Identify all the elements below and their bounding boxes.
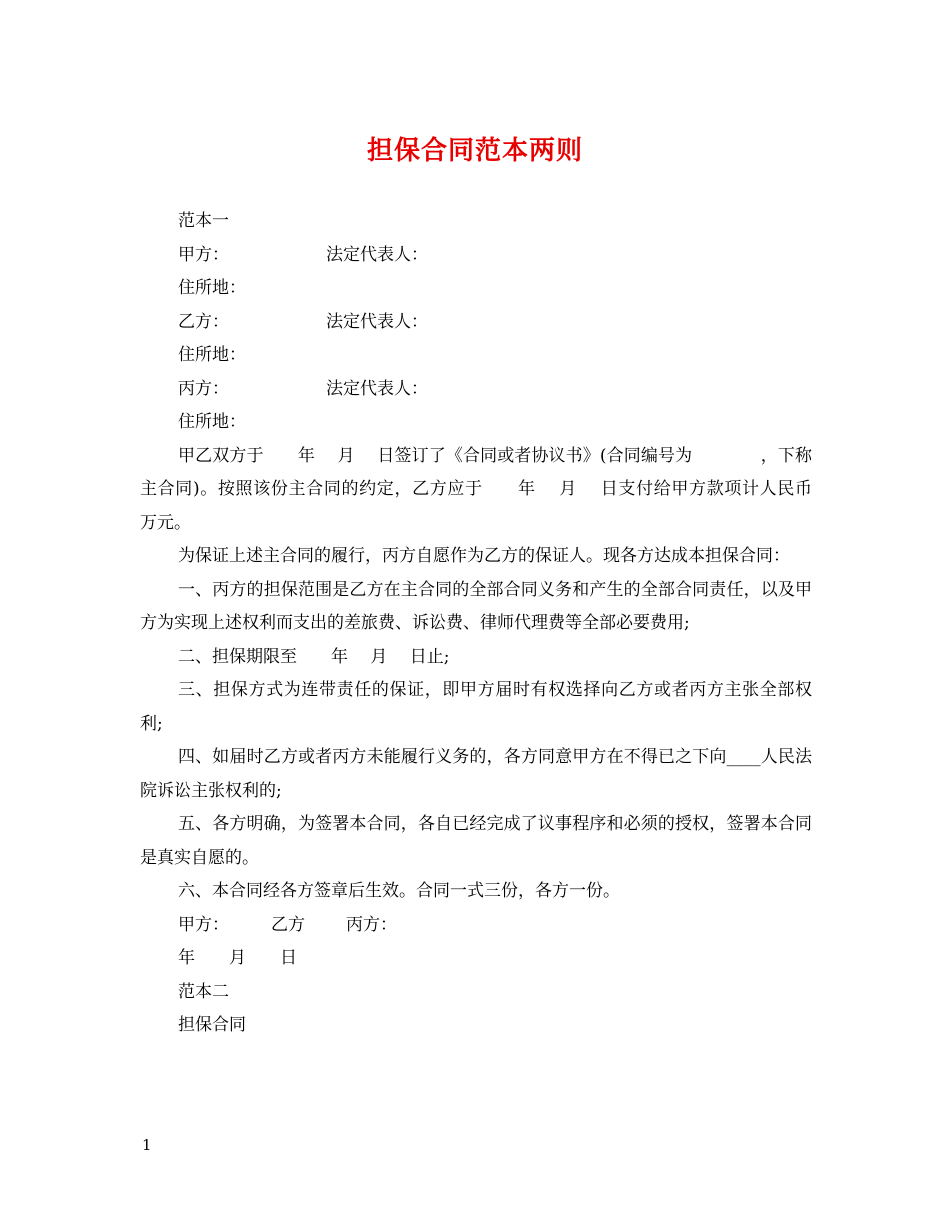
party-a-rep-label: 法定代表人： <box>326 244 428 265</box>
party-a-address: 住所地： <box>178 278 246 298</box>
clause-3: 三、担保方式为连带责任的保证，即甲方届时有权选择向乙方或者丙方主张全部权利; <box>140 680 812 734</box>
page-number: 1 <box>142 1136 152 1154</box>
party-c-rep-label: 法定代表人： <box>326 378 428 399</box>
template2-title: 担保合同 <box>178 1015 246 1035</box>
template2-heading: 范本二 <box>178 981 229 1002</box>
party-a-row <box>140 239 812 273</box>
party-c-row <box>140 373 812 407</box>
sign-party-c: 丙方： <box>346 914 397 935</box>
party-b-label: 乙方： <box>178 311 229 332</box>
document-title: 担保合同范本两则 <box>366 136 583 166</box>
signature-row <box>140 909 812 943</box>
sign-party-a: 甲方： <box>178 914 229 935</box>
party-b-address: 住所地： <box>178 345 246 365</box>
template1-heading: 范本一 <box>178 211 229 231</box>
document-body <box>140 205 846 1043</box>
party-a-label: 甲方： <box>178 244 229 265</box>
party-c-address: 住所地： <box>178 412 246 432</box>
clause-4: 四、如届时乙方或者丙方未能履行义务的，各方同意甲方在不得已之下向____人民法院诉讼主张权利的; <box>140 747 812 801</box>
sign-party-b: 乙方 <box>271 914 305 935</box>
party-b-row <box>140 306 812 340</box>
clause-5: 五、各方明确，为签署本合同，各自已经完成了议事程序和必须的授权，签署本合同是真实自愿的。 <box>140 814 812 868</box>
clause-6: 六、本合同经各方签章后生效。合同一式三份，各方一份。 <box>178 881 620 901</box>
party-c-label: 丙方： <box>178 378 229 399</box>
party-b-rep-label: 法定代表人： <box>326 311 428 332</box>
clause-2: 二、担保期限至 年 月 日止; <box>178 646 450 667</box>
guarantor-paragraph: 为保证上述主合同的履行，丙方自愿作为乙方的保证人。现各方达成本担保合同： <box>178 546 790 566</box>
clause-1: 一、丙方的担保范围是乙方在主合同的全部合同义务和产生的全部合同责任，以及甲方为实现上述权利而支出的差旅费、诉讼费、律师代理费等全部必要费用; <box>140 579 812 633</box>
recital-paragraph: 甲乙双方于 年 月 日签订了《合同或者协议书》(合同编号为 ，下称主合同)。按照该份主合同的约定，乙方应于 年 月 日支付给甲方款项计人民币 万元。 <box>140 445 846 533</box>
signature-date: 年 月 日 <box>178 948 297 968</box>
